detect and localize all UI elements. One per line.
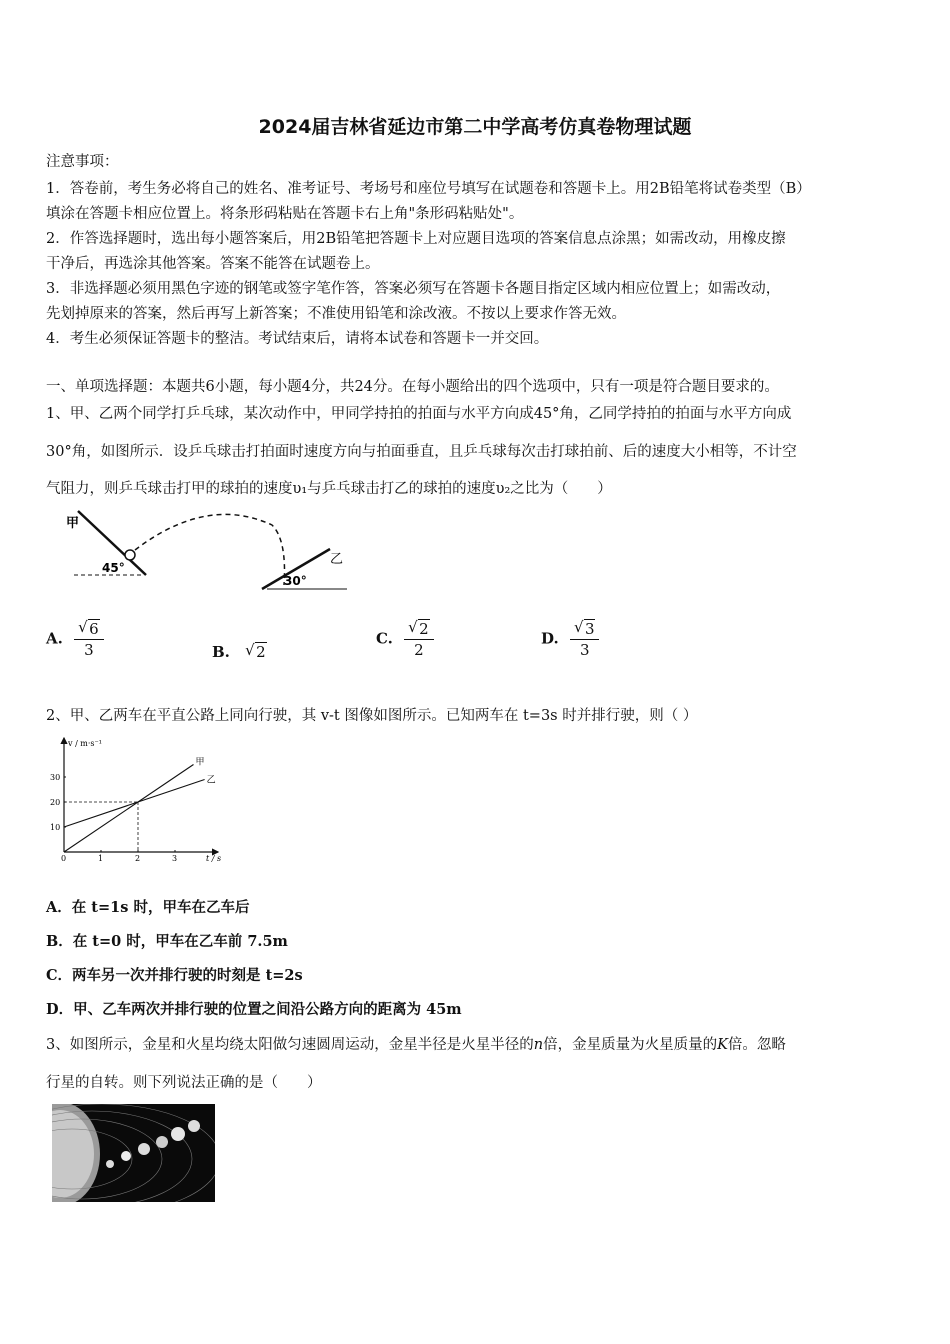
series-label-1: 乙 [206,775,216,786]
ball-icon [125,550,135,560]
x-tick-label: 1 [98,854,104,862]
fraction [570,620,600,659]
notice-line: 干净后，再选涂其他答案。答案不能答在试题卷上。 [46,256,380,272]
q1-stem-line: 气阻力，则乒乓球击打甲的球拍的速度υ₁与乒乓球击打乙的球拍的速度υ₂之比为（ ） [46,481,612,497]
label-b: 乙 [330,552,344,567]
solar-system-image [52,1104,215,1202]
y-tick-label: 30 [50,773,61,782]
numerator: 2 [419,620,429,638]
q3-stem-line1 [46,1033,786,1054]
numerator: 6 [89,620,99,638]
radicand: 2 [256,643,266,661]
label-a: 甲 [66,516,80,531]
notice-line: 4．考生必须保证答题卡的整洁。考试结束后，请将本试卷和答题卡一并交回。 [46,331,549,347]
y-axis-label: v / m·s⁻¹ [68,739,102,748]
notice-heading: 注意事项： [46,154,119,170]
angle-b: 30° [284,574,307,588]
notice-line: 填涂在答题卡相应位置上。将条形码粘贴在答题卡右上角"条形码粘贴处"。 [46,206,524,222]
q2-stem: 2、甲、乙两车在平直公路上同向行驶，其 v-t 图像如图所示。已知两车在 t=3s 时并排行驶，则（ ） [46,708,698,724]
q2-option-c[interactable]: C．两车另一次并排行驶的时刻是 t=2s [46,967,303,984]
q2-option-d[interactable]: D．甲、乙车两次并排行驶的位置之间沿公路方向的距离为 45m [46,1001,462,1018]
x-axis-label: t / s [206,854,222,862]
y-tick-label: 20 [50,798,61,807]
q3-text: 倍。忽略 [727,1037,786,1053]
series-label-0: 甲 [195,757,205,768]
y-tick-label: 10 [50,823,61,832]
q2-option-a[interactable]: A．在 t=1s 时，甲车在乙车后 [46,899,250,916]
denominator: 3 [84,641,94,659]
page-title: 2024届吉林省延边市第二中学高考仿真卷物理试题 [258,116,692,138]
option-letter: D. [541,629,559,648]
origin-label: 0 [61,854,67,862]
trajectory [135,514,285,585]
q3-text: 倍，金星质量为火星质量的 [543,1037,718,1053]
notice-line: 3．非选择题必须用黑色字迹的钢笔或签字笔作答，答案必须写在答题卡各题目指定区域内相应位置上；如需改动， [46,281,781,297]
option-letter: B. [212,643,230,661]
denominator: 2 [414,641,424,659]
denominator: 3 [579,641,590,659]
q1-stem-line: 30°角，如图所示．设乒乓球击打拍面时速度方向与拍面垂直，且乒乓球每次击打球拍前、后的速度大小相等，不计空 [46,444,797,460]
q1-option-c[interactable] [376,620,434,659]
fraction [74,620,104,659]
notice-line: 先划掉原来的答案，然后再写上新答案；不准使用铅笔和涂改液。不按以上要求作答无效。 [46,306,626,322]
q1-stem-line: 1、甲、乙两个同学打乒乓球，某次动作中，甲同学持拍的拍面与水平方向成45°角，乙同学持拍的拍面与水平方向成 [46,406,792,422]
q3-stem-line2: 行星的自转。则下列说法正确的是（ ） [46,1075,322,1091]
x-tick-label: 2 [135,854,141,862]
section-heading: 一、单项选择题：本题共6小题，每小题4分，共24分。在每小题给出的四个选项中，只有一项是符合题目要求的。 [46,379,779,395]
x-tick-label: 3 [172,854,178,862]
option-letter: A. [46,629,63,648]
fraction [404,620,434,659]
q2-option-b[interactable]: B．在 t=0 时，甲车在乙车前 7.5m [46,933,288,950]
q1-option-d[interactable] [541,620,599,659]
q3-text: 3、如图所示，金星和火星均绕太阳做匀速圆周运动，金星半径是火星半径的 [46,1037,534,1053]
series-line-0 [64,765,194,853]
q1-option-b[interactable] [212,643,267,661]
var-k: K [717,1037,728,1053]
q1-option-a[interactable] [46,620,104,659]
notice-line: 2．作答选择题时，选出每小题答案后，用2B铅笔把答题卡上对应题目选项的答案信息点涂黑；如需改动，用橡皮擦 [46,231,786,247]
series-line-1 [64,780,205,828]
notice-line: 1．答卷前，考生务必将自己的姓名、准考证号、考场号和座位号填写在试题卷和答题卡上。用2B铅笔将试卷类型（B） [46,181,811,197]
option-letter: C. [376,629,393,648]
var-n: n [533,1037,544,1053]
numerator: 3 [584,620,595,638]
q1-paddle-figure [62,505,352,595]
angle-a: 45° [102,561,125,575]
vt-chart [44,732,224,862]
